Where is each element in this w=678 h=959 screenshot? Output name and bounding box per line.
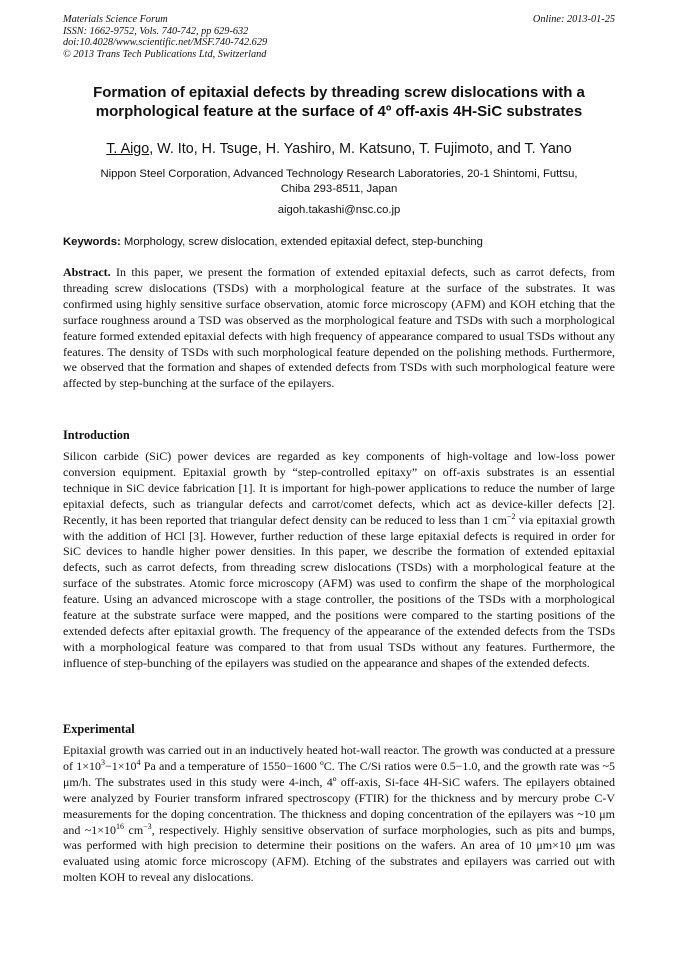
affiliation-line-2: Chiba 293-8511, Japan: [280, 182, 398, 195]
author-list: [40, 141, 638, 157]
introduction-body: [63, 449, 615, 672]
exp-text-5: , respectively. Highly sensitive observation of surface morphologies, such as pits and bumps, was performed with high precision to determine their positions on the wafers. An area of 10 μm×10 μm was evaluated using atomic force microscopy (AFM). Etching of the substrates and epilayers was carried out with molten KOH to reveal any dislocations.: [63, 822, 615, 885]
abstract-label: Abstract.: [63, 265, 111, 279]
exp-sup-1: 3: [101, 757, 106, 767]
experimental-heading: Experimental: [63, 722, 135, 736]
affiliation: [60, 167, 618, 196]
intro-sup-1: −2: [507, 511, 516, 521]
intro-text-1: Silicon carbide (SiC) power devices are regarded as key components of high-voltage and low-loss power conversion equipment. Epitaxial growth by “step-controlled epitaxy” on off-axis substrates is an essential technique in SiC device fabrication [1]. It is important for high-power applications to reduce the number of large epitaxial defects, such as triangular defects and carrot/comet defects, which act as device-killer defects [2]. Recently, it has been reported that triangular defect density can be reduced to less than 1 cm: [63, 449, 615, 527]
journal-doi[interactable]: doi:10.4028/www.scientific.net/MSF.740-742.629: [63, 37, 268, 49]
abstract: [63, 265, 615, 392]
keywords-text: Morphology, screw dislocation, extended epitaxial defect, step-bunching: [120, 236, 483, 248]
keywords: [63, 236, 618, 248]
journal-issn: ISSN: 1662-9752, Vols. 740-742, pp 629-632: [63, 25, 249, 37]
exp-text-2: −1×10: [105, 758, 137, 773]
exp-sup-3: 16: [116, 821, 125, 831]
journal-header: [63, 14, 267, 60]
author-email[interactable]: aigoh.takashi@nsc.co.jp: [277, 204, 401, 216]
affiliation-line-1: Nippon Steel Corporation, Advanced Technology Research Laboratories, 20-1 Shintomi, Futtsu,: [100, 168, 578, 180]
exp-text-4: cm: [124, 822, 144, 837]
corresponding-author: T. Aigo: [106, 141, 150, 157]
exp-text-1: Epitaxial growth was carried out in an inductively heated hot-wall reactor. The growth was conducted at a pressure of 1×10: [63, 743, 615, 773]
title-line-1: Formation of epitaxial defects by threading screw dislocations with a: [93, 84, 585, 101]
exp-sup-4: −3: [143, 821, 152, 831]
introduction-heading: Introduction: [63, 428, 130, 442]
title-line-2: morphological feature at the surface of 4º off-axis 4H-SiC substrates: [95, 103, 583, 120]
keywords-label: Keywords:: [63, 236, 121, 248]
intro-text-2: via epitaxial growth with the addition of HCl [3]. However, further reduction of these large epitaxial defects is required in order for SiC devices to handle higher power densities. In this paper, we describe the formation of extended epitaxial defects, such as carrot defects, from threading screw dislocations (TSDs) with a morphological feature at the surface of the substrates. Atomic force microscopy (AFM) was used to confirm the shape of the morphological feature. Using an advanced microscope with a stage controller, the positions of the TSDs with a morphological feature at the substrate surface were mapped, and the positions were compared to the starting positions of the extended defects after epitaxial growth. The frequency of the appearance of the extended defects from the TSDs with a morphological feature was compared to that from usual TSDs without any features. Furthermore, the influence of step-bunching of the epilayers was studied on the appearance and shapes of the extended defects.: [63, 512, 615, 670]
online-date: Online: 2013-01-25: [532, 14, 615, 25]
exp-sup-2: 4: [136, 757, 141, 767]
experimental-body: [63, 743, 615, 886]
exp-text-3: Pa and a temperature of 1550−1600 ºC. The C/Si ratios were 0.5−1.0, and the growth rate was ~5 μm/h. The substrates used in this study were 4-inch, 4º off-axis, Si-face 4H-SiC wafers. The epilayers obtained were analyzed by Fourier transform infrared spectroscopy (FTIR) for the thickness and by mercury probe C-V measurements for the doping concentration. The thickness and doping concentration of the epilayers was ~10 μm and ~1×10: [63, 758, 616, 837]
journal-copyright: © 2013 Trans Tech Publications Ltd, Switzerland: [63, 48, 267, 60]
journal-name: Materials Science Forum: [63, 14, 168, 25]
co-authors: , W. Ito, H. Tsuge, H. Yashiro, M. Katsuno, T. Fujimoto, and T. Yano: [149, 141, 572, 157]
paper-title: [40, 83, 638, 121]
abstract-text: In this paper, we present the formation of extended epitaxial defects, such as carrot defects, from threading screw dislocations (TSDs) with a morphological feature at the surface of the substrates. It was confirmed using highly sensitive surface observation, atomic force microscopy (AFM) and KOH etching that the surface roughness around a TSD was observed as the morphological feature and TSDs with such a morphological feature formed extended epitaxial defects with high frequency of appearance compared to usual TSDs without any features. The density of TSDs with such morphological feature depended on the polishing methods. Furthermore, we observed that the formation and shapes of extended defects from TSDs with such morphological feature were affected by step-bunching at the surface of the epilayers.: [63, 265, 615, 391]
